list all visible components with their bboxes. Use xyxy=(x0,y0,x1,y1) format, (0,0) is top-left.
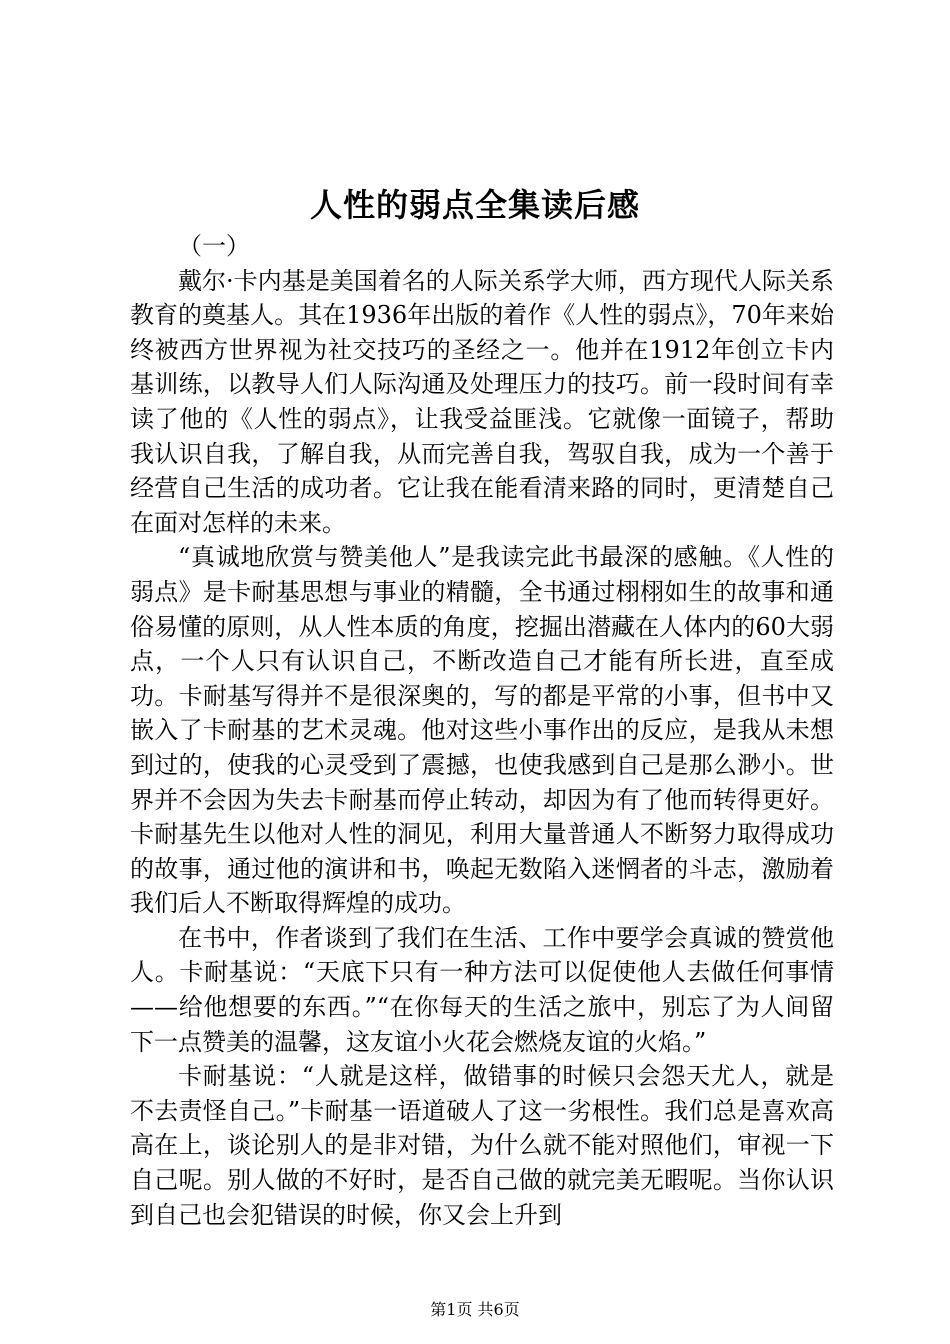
paragraph: 戴尔·卡内基是美国着名的人际关系学大师，西方现代人际关系教育的奠基人。其在1936年出版的着作《人性的弱点》，70年来始终被西方世界视为社交技巧的圣经之一。他并在1912年创立卡内基训练，以教导人们人际沟通及处理压力的技巧。前一段时间有幸读了他的《人性的弱点》，让我受益匪浅。它就像一面镜子，帮助我认识自我，了解自我，从而完善自我，驾驭自我，成为一个善于经营自己生活的成功者。它让我在能看清来路的同时，更清楚自己在面对怎样的未来。 xyxy=(130,266,834,537)
paragraph: “真诚地欣赏与赞美他人”是我读完此书最深的感触。《人性的弱点》是卡耐基思想与事业的精髓，全书通过栩栩如生的故事和通俗易懂的原则，从人性本质的角度，挖掘出潜藏在人体内的60大弱点，一个人只有认识自己，不断改造自己才能有所长进，直至成功。卡耐基写得并不是很深奥的，写的都是平常的小事，但书中又嵌入了卡耐基的艺术灵魂。他对这些小事作出的反应，是我从未想到过的，使我的心灵受到了震撼，也使我感到自己是那么渺小。世界并不会因为失去卡耐基而停止转动，却因为有了他而转得更好。卡耐基先生以他对人性的洞见，利用大量普通人不断努力取得成功的故事，通过他的演讲和书，唤起无数陷入迷惘者的斗志，激励着我们后人不断取得辉煌的成功。 xyxy=(130,543,834,918)
document-body xyxy=(130,229,834,1232)
section-label: （一） xyxy=(178,232,250,260)
page-number-footer: 第1页 共6页 xyxy=(430,1300,520,1319)
paragraph: 在书中，作者谈到了我们在生活、工作中要学会真诚的赞赏他人。卡耐基说：“天底下只有一种方法可以促使他人去做任何事情——给他想要的东西。”“在你每天的生活之旅中，别忘了为人间留下一点赞美的温馨，这友谊小火花会燃烧友谊的火焰。” xyxy=(130,923,834,1056)
document-title: 人性的弱点全集读后感 xyxy=(309,186,640,224)
paragraph: 卡耐基说：“人就是这样，做错事的时候只会怨天尤人，就是不去责怪自己。”卡耐基一语道破人了这一劣根性。我们总是喜欢高高在上，谈论别人的是非对错，为什么就不能对照他们，审视一下自己呢。别人做的不好时，是否自己做的就完美无暇呢。当你认识到自己也会犯错误的时候，你又会上升到 xyxy=(130,1062,834,1229)
